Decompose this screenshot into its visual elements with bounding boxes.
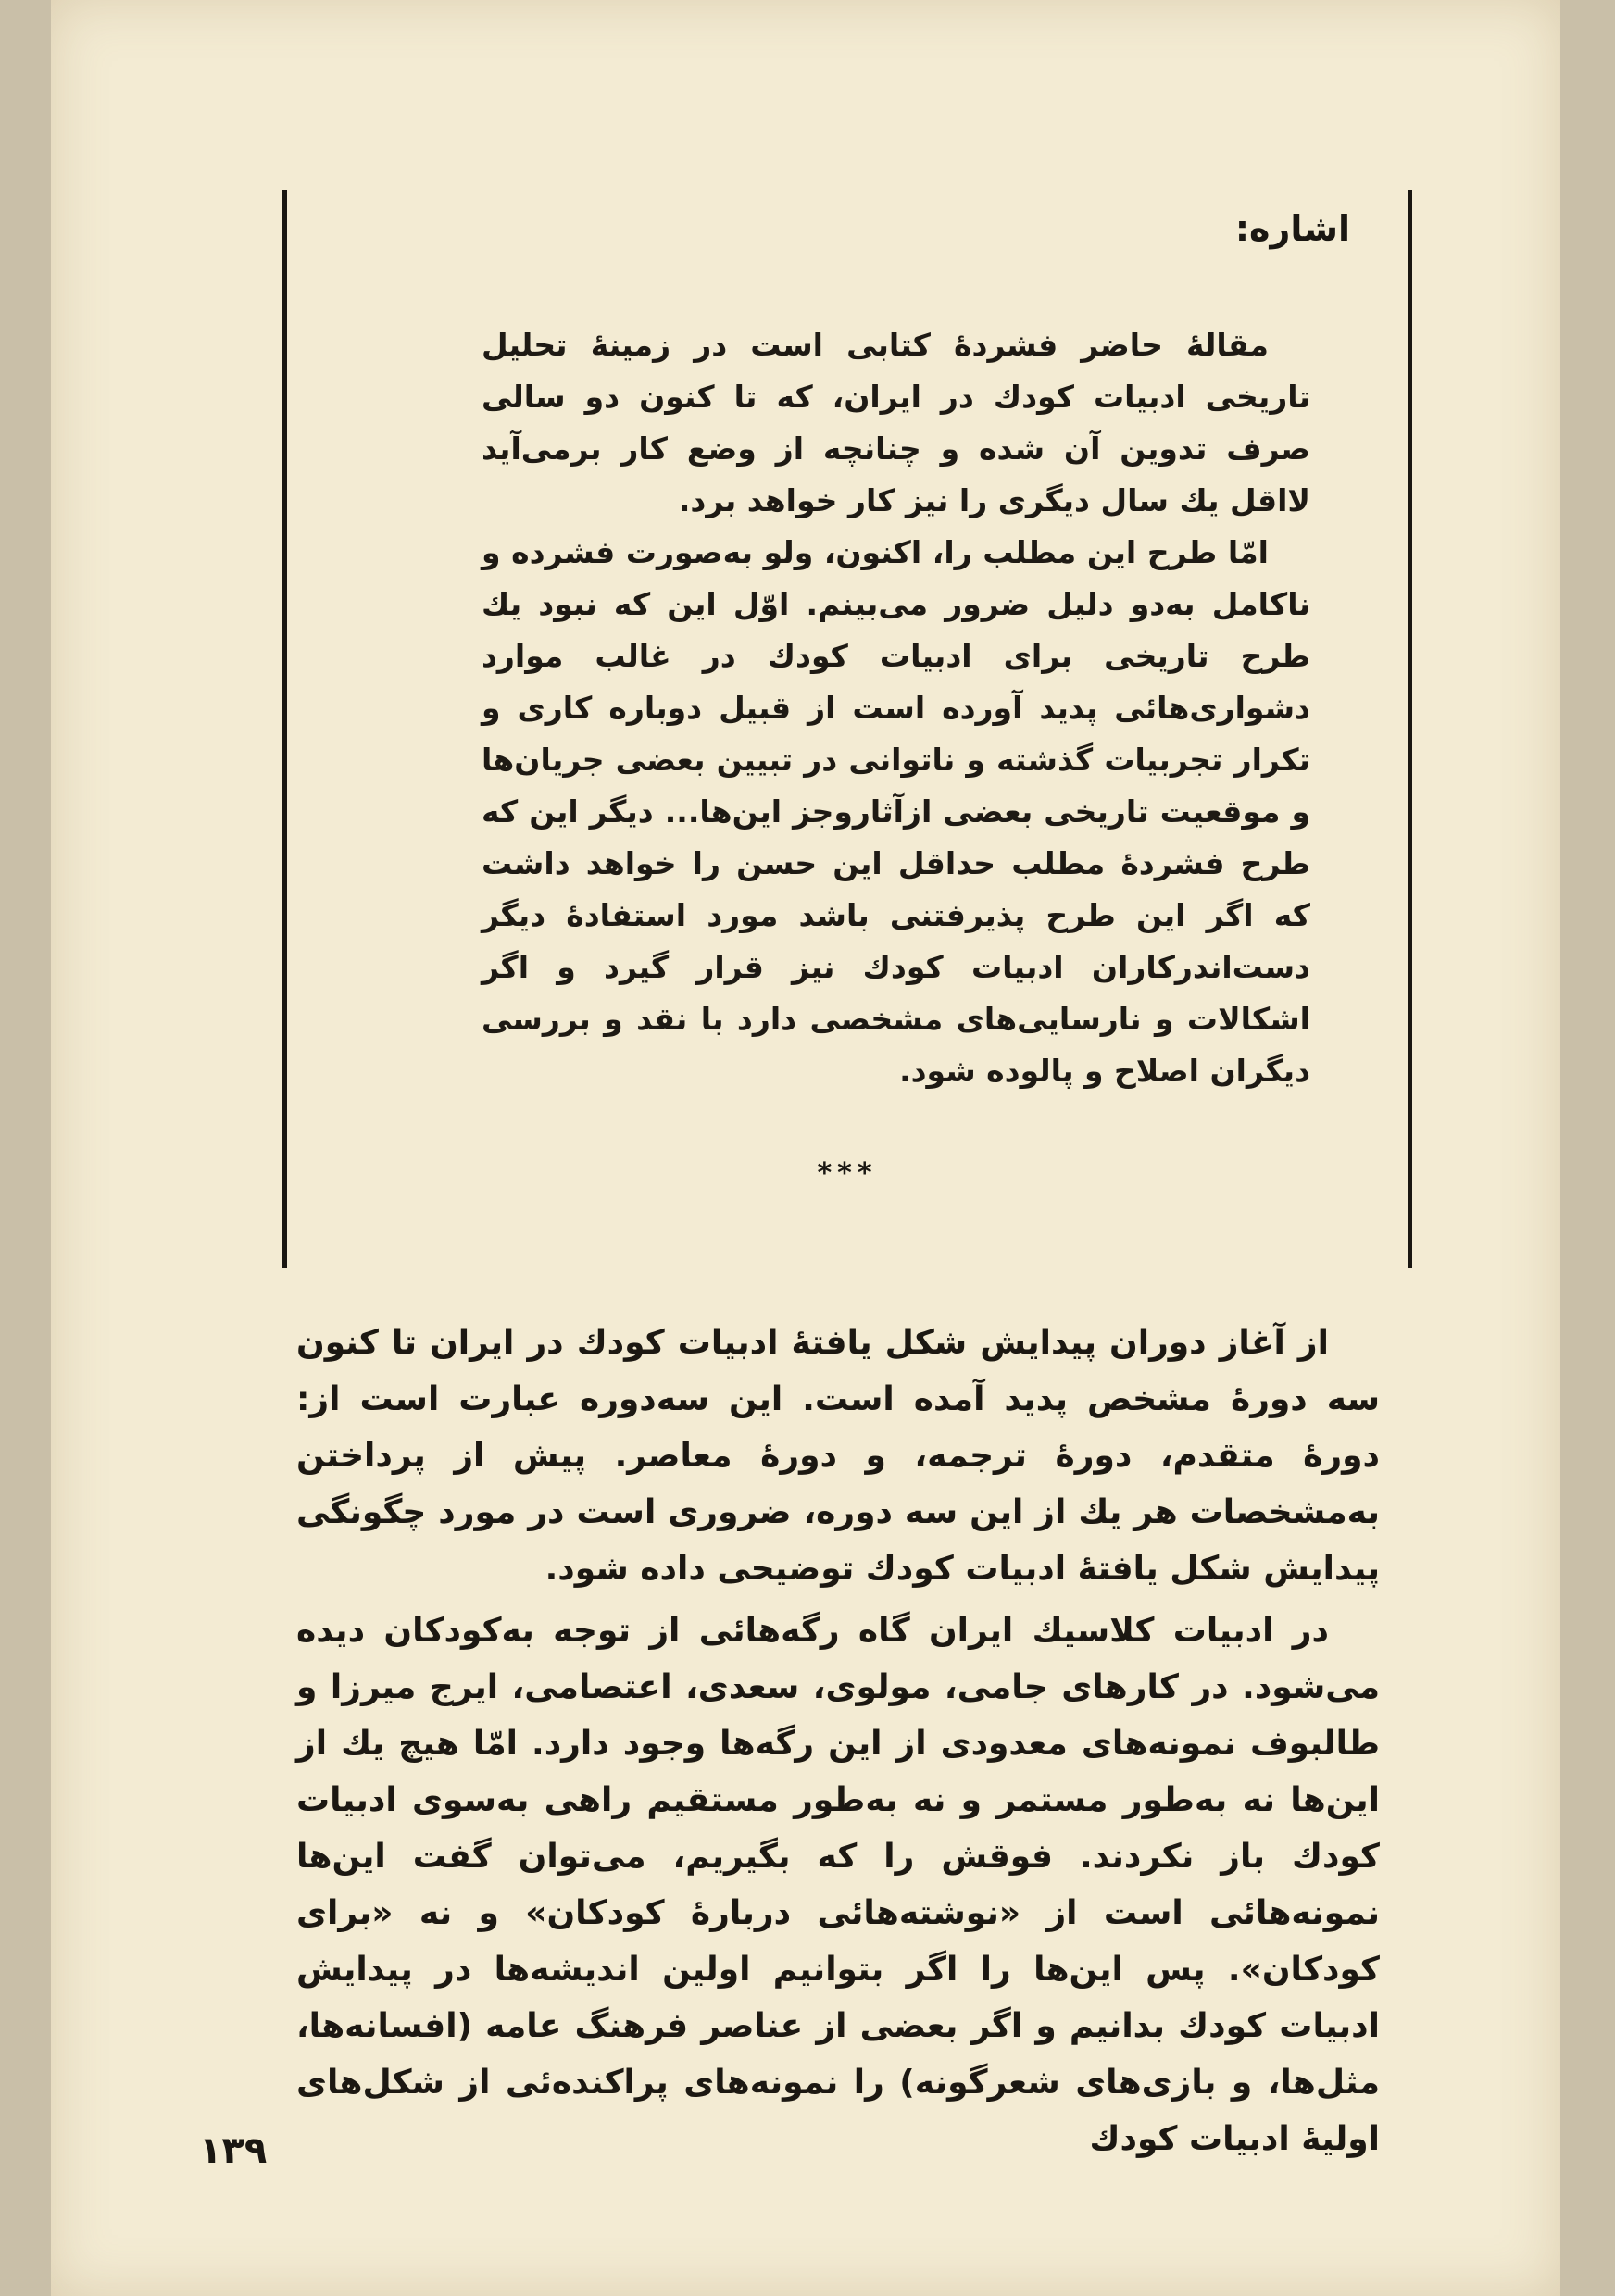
note-paragraph-1: مقالهٔ حاضر فشردهٔ کتابی است در زمینهٔ تحلیل تاریخی ادبیات کودك در ایران، که تا کنون دو سالی صرف تدوین آن شده و چنانچه از وضع کار برمی‌آید لااقل یك سال دیگری را نیز کار خواهد برد.	[482, 327, 1310, 518]
note-text	[482, 319, 1310, 1097]
page-number: ۱۳۹	[199, 2129, 268, 2172]
note-heading: اشاره:	[1234, 208, 1350, 249]
body-paragraph-2: در ادبیات کلاسیك ایران گاه رگه‌هائی از توجه به‌کودکان دیده می‌شود. در کارهای جامی، مولوی، سعدی، اعتصامی، ایرج میرزا و طالبوف نمونه‌های معدودی از این رگه‌ها وجود دارد. امّا هیچ یك از این‌ها نه به‌طور مستمر و نه به‌طور مستقیم راهی به‌سوی ادبیات کودك باز نکردند. فوقش را که بگیریم، می‌توان گفت این‌ها نمونه‌هائی است از «نوشته‌هائی دربارهٔ کودکان» و نه «برای کودکان». پس این‌ها را اگر بتوانیم اولین اندیشه‌ها در پیدایش ادبیات کودك بدانیم و اگر بعضی از عناصر فرهنگ عامه (افسانه‌ها، مثل‌ها، و بازی‌های شعرگونه) را نمونه‌های پراکنده‌ئی از شکل‌های اولیهٔ ادبیات کودك	[296, 1612, 1380, 2158]
note-paragraph-2: امّا طرح این مطلب را، اکنون، ولو به‌صورت فشرده و ناکامل به‌دو دلیل ضرور می‌بینم. اوّل این که نبود یك طرح تاریخی برای ادبیات کودك در غالب موارد دشواری‌هائی پدید آورده است از قبیل دوباره کاری و تکرار تجربیات گذشته و ناتوانی در تبیین بعضی جریان‌ها و موقعیت تاریخی بعضی ازآثاروجز این‌ها... دیگر این که طرح فشردهٔ مطلب حداقل این حسن را خواهد داشت که اگر این طرح پذیرفتنی باشد مورد استفادهٔ دیگر دست‌اندرکاران ادبیات کودك نیز قرار گیرد و اگر اشکالات و نارسایی‌های مشخصی دارد با نقد و بررسی دیگران اصلاح و پالوده شود.	[482, 534, 1310, 1089]
book-page	[51, 0, 1560, 2296]
article-body	[296, 1315, 1380, 2173]
section-separator: ***	[817, 1157, 878, 1190]
body-paragraph-1: از آغاز دوران پیدایش شکل یافتهٔ ادبیات کودك در ایران تا کنون سه دورهٔ مشخص پدید آمده است. این سه‌دوره عبارت است از: دورهٔ متقدم، دورهٔ ترجمه، و دورهٔ معاصر. پیش از پرداختن به‌مشخصات هر یك از این سه دوره، ضروری است در مورد چگونگی پیدایش شکل یافتهٔ ادبیات کودك توضیحی داده شود.	[296, 1324, 1380, 1588]
editor-note-box	[282, 190, 1412, 1268]
